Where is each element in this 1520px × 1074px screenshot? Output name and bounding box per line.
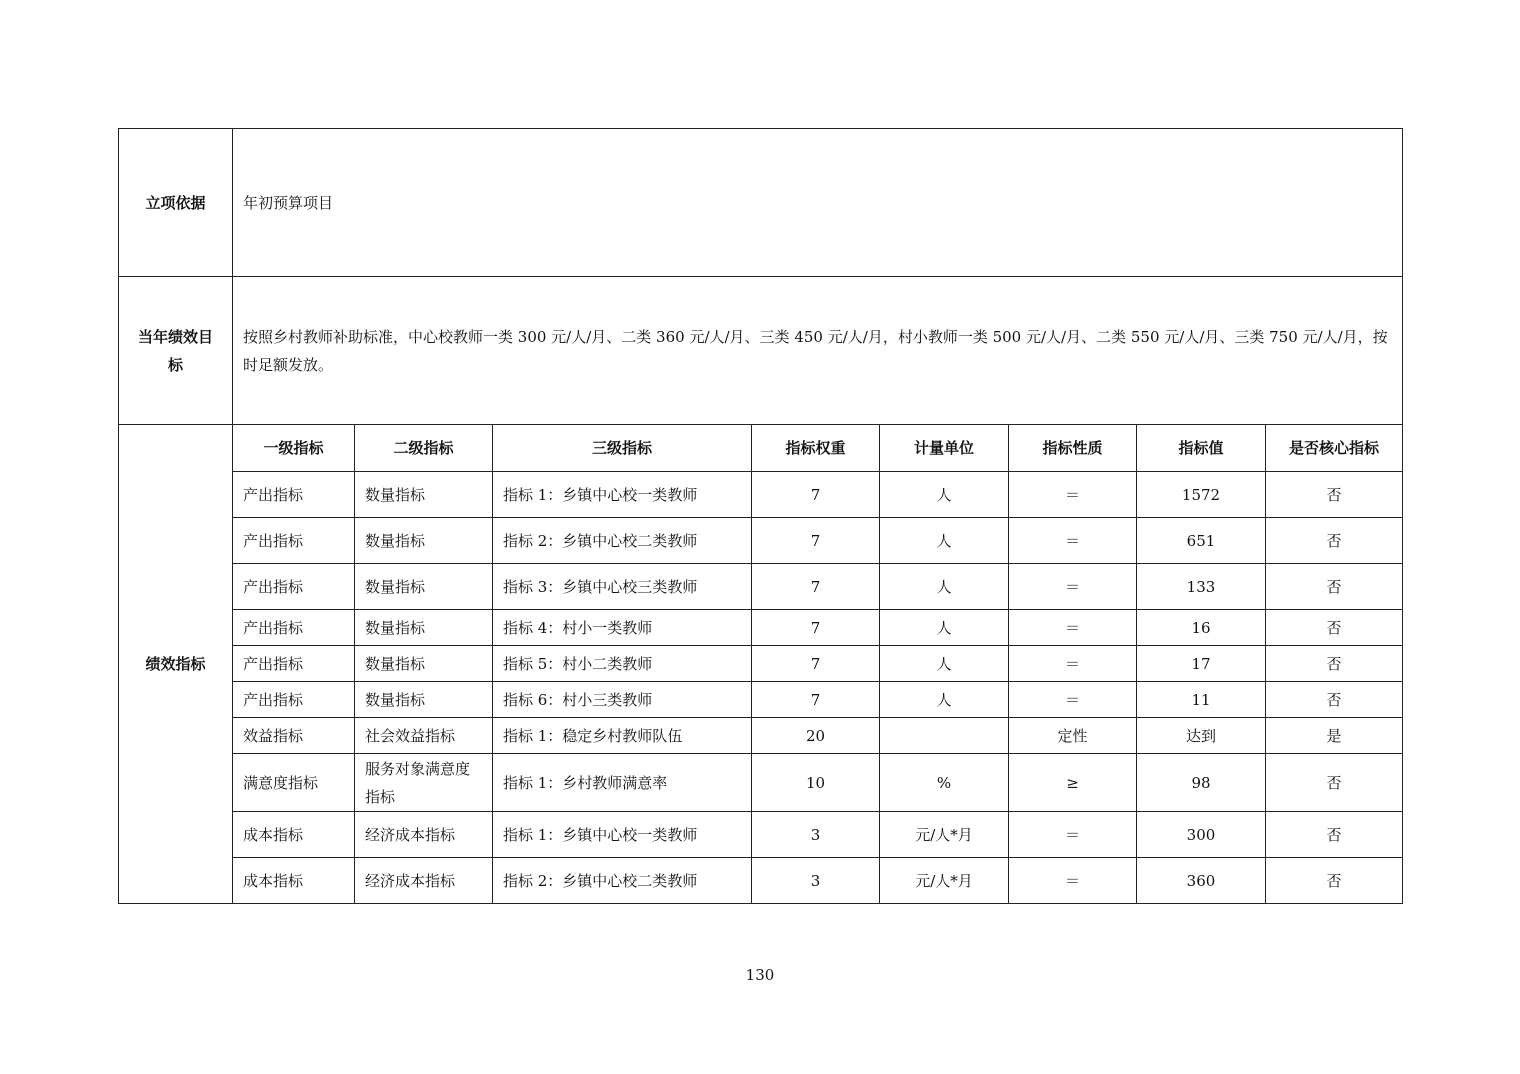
goal-value: 按照乡村教师补助标准，中心校教师一类 300 元/人/月、二类 360 元/人/月、三类 450 元/人/月，村小教师一类 500 元/人/月、二类 550 元/人/月、三类 750 元/人/月，按时足额发放。	[233, 277, 1403, 425]
indicator-cell: 指标 1：乡村教师满意率	[493, 754, 752, 812]
indicator-cell: ＝	[1009, 858, 1137, 904]
indicator-cell: 数量指标	[355, 472, 493, 518]
indicator-cell: 指标 6：村小三类教师	[493, 682, 752, 718]
indicator-cell: 产出指标	[233, 518, 355, 564]
indicator-row	[119, 646, 1403, 682]
indicator-cell: 否	[1266, 564, 1403, 610]
indicator-row	[119, 564, 1403, 610]
indicator-cell: 数量指标	[355, 610, 493, 646]
indicator-cell: 300	[1137, 812, 1266, 858]
indicator-cell: ＝	[1009, 682, 1137, 718]
indicator-cell: 否	[1266, 812, 1403, 858]
indicator-cell: ＝	[1009, 518, 1137, 564]
indicator-cell: 效益指标	[233, 718, 355, 754]
indicator-cell: 指标 3：乡镇中心校三类教师	[493, 564, 752, 610]
indicator-cell: 17	[1137, 646, 1266, 682]
indicator-cell: 定性	[1009, 718, 1137, 754]
indicator-cell: 否	[1266, 858, 1403, 904]
indicator-cell: 产出指标	[233, 610, 355, 646]
indicator-row	[119, 718, 1403, 754]
indicator-cell: 产出指标	[233, 564, 355, 610]
indicator-cell: 成本指标	[233, 812, 355, 858]
indicator-cell: 人	[880, 682, 1009, 718]
basis-label: 立项依据	[119, 129, 233, 277]
indicator-cell	[880, 718, 1009, 754]
indicator-cell: 指标 1：稳定乡村教师队伍	[493, 718, 752, 754]
indicator-cell: 10	[752, 754, 880, 812]
indicator-cell: 元/人*月	[880, 812, 1009, 858]
performance-table	[118, 128, 1403, 904]
indicator-header-row	[119, 425, 1403, 472]
indicator-cell: ＝	[1009, 610, 1137, 646]
indicator-cell: 3	[752, 858, 880, 904]
indicator-cell: 指标 2：乡镇中心校二类教师	[493, 858, 752, 904]
indicator-cell: 数量指标	[355, 564, 493, 610]
indicator-cell: 指标 4：村小一类教师	[493, 610, 752, 646]
indicator-cell: 成本指标	[233, 858, 355, 904]
indicator-cell: 人	[880, 564, 1009, 610]
indicator-cell: 指标 5：村小二类教师	[493, 646, 752, 682]
indicator-cell: 7	[752, 646, 880, 682]
indicator-cell: 人	[880, 646, 1009, 682]
column-header: 指标值	[1137, 425, 1266, 472]
indicator-cell: %	[880, 754, 1009, 812]
indicator-cell: 经济成本指标	[355, 858, 493, 904]
indicator-cell: 指标 1：乡镇中心校一类教师	[493, 812, 752, 858]
indicator-cell: 达到	[1137, 718, 1266, 754]
indicator-cell: 人	[880, 518, 1009, 564]
indicator-cell: 元/人*月	[880, 858, 1009, 904]
indicator-cell: 数量指标	[355, 682, 493, 718]
indicator-cell: 数量指标	[355, 646, 493, 682]
indicator-cell: 7	[752, 610, 880, 646]
indicator-cell: 16	[1137, 610, 1266, 646]
basis-value: 年初预算项目	[233, 129, 1403, 277]
indicator-cell: 11	[1137, 682, 1266, 718]
indicator-row	[119, 610, 1403, 646]
indicator-cell: 7	[752, 682, 880, 718]
column-header: 是否核心指标	[1266, 425, 1403, 472]
page-number: 130	[745, 966, 775, 984]
column-header: 指标权重	[752, 425, 880, 472]
indicator-cell: 产出指标	[233, 646, 355, 682]
indicator-cell: 产出指标	[233, 472, 355, 518]
column-header: 计量单位	[880, 425, 1009, 472]
column-header: 指标性质	[1009, 425, 1137, 472]
indicator-cell: 651	[1137, 518, 1266, 564]
indicator-cell: 7	[752, 564, 880, 610]
indicator-cell: 指标 1：乡镇中心校一类教师	[493, 472, 752, 518]
indicator-cell: 经济成本指标	[355, 812, 493, 858]
indicator-row	[119, 754, 1403, 812]
indicator-cell: 否	[1266, 646, 1403, 682]
column-header: 三级指标	[493, 425, 752, 472]
indicator-cell: 98	[1137, 754, 1266, 812]
indicator-cell: 133	[1137, 564, 1266, 610]
indicator-cell: ＝	[1009, 646, 1137, 682]
indicator-cell: 指标 2：乡镇中心校二类教师	[493, 518, 752, 564]
indicator-cell: 7	[752, 472, 880, 518]
indicator-cell: 否	[1266, 472, 1403, 518]
indicator-row	[119, 858, 1403, 904]
indicator-cell: ＝	[1009, 812, 1137, 858]
indicator-row	[119, 472, 1403, 518]
basis-row	[119, 129, 1403, 277]
indicator-cell: 7	[752, 518, 880, 564]
indicator-row	[119, 812, 1403, 858]
indicator-cell: ＝	[1009, 472, 1137, 518]
indicator-cell: 数量指标	[355, 518, 493, 564]
indicator-cell: ≥	[1009, 754, 1137, 812]
indicator-cell: 否	[1266, 754, 1403, 812]
indicator-cell: 产出指标	[233, 682, 355, 718]
indicator-row	[119, 682, 1403, 718]
indicator-cell: 否	[1266, 682, 1403, 718]
indicator-cell: 3	[752, 812, 880, 858]
indicator-cell: 1572	[1137, 472, 1266, 518]
indicator-cell: 人	[880, 610, 1009, 646]
column-header: 二级指标	[355, 425, 493, 472]
indicator-cell: 社会效益指标	[355, 718, 493, 754]
indicator-row	[119, 518, 1403, 564]
indicator-cell: 满意度指标	[233, 754, 355, 812]
indicator-cell: 否	[1266, 518, 1403, 564]
indicator-cell: 20	[752, 718, 880, 754]
indicator-cell: 人	[880, 472, 1009, 518]
indicator-cell: 360	[1137, 858, 1266, 904]
indicators-label: 绩效指标	[119, 425, 233, 904]
column-header: 一级指标	[233, 425, 355, 472]
indicator-cell: 是	[1266, 718, 1403, 754]
indicator-cell: 否	[1266, 610, 1403, 646]
goal-row	[119, 277, 1403, 425]
indicator-cell: 服务对象满意度指标	[355, 754, 493, 812]
indicator-cell: ＝	[1009, 564, 1137, 610]
goal-label: 当年绩效目标	[119, 277, 233, 425]
